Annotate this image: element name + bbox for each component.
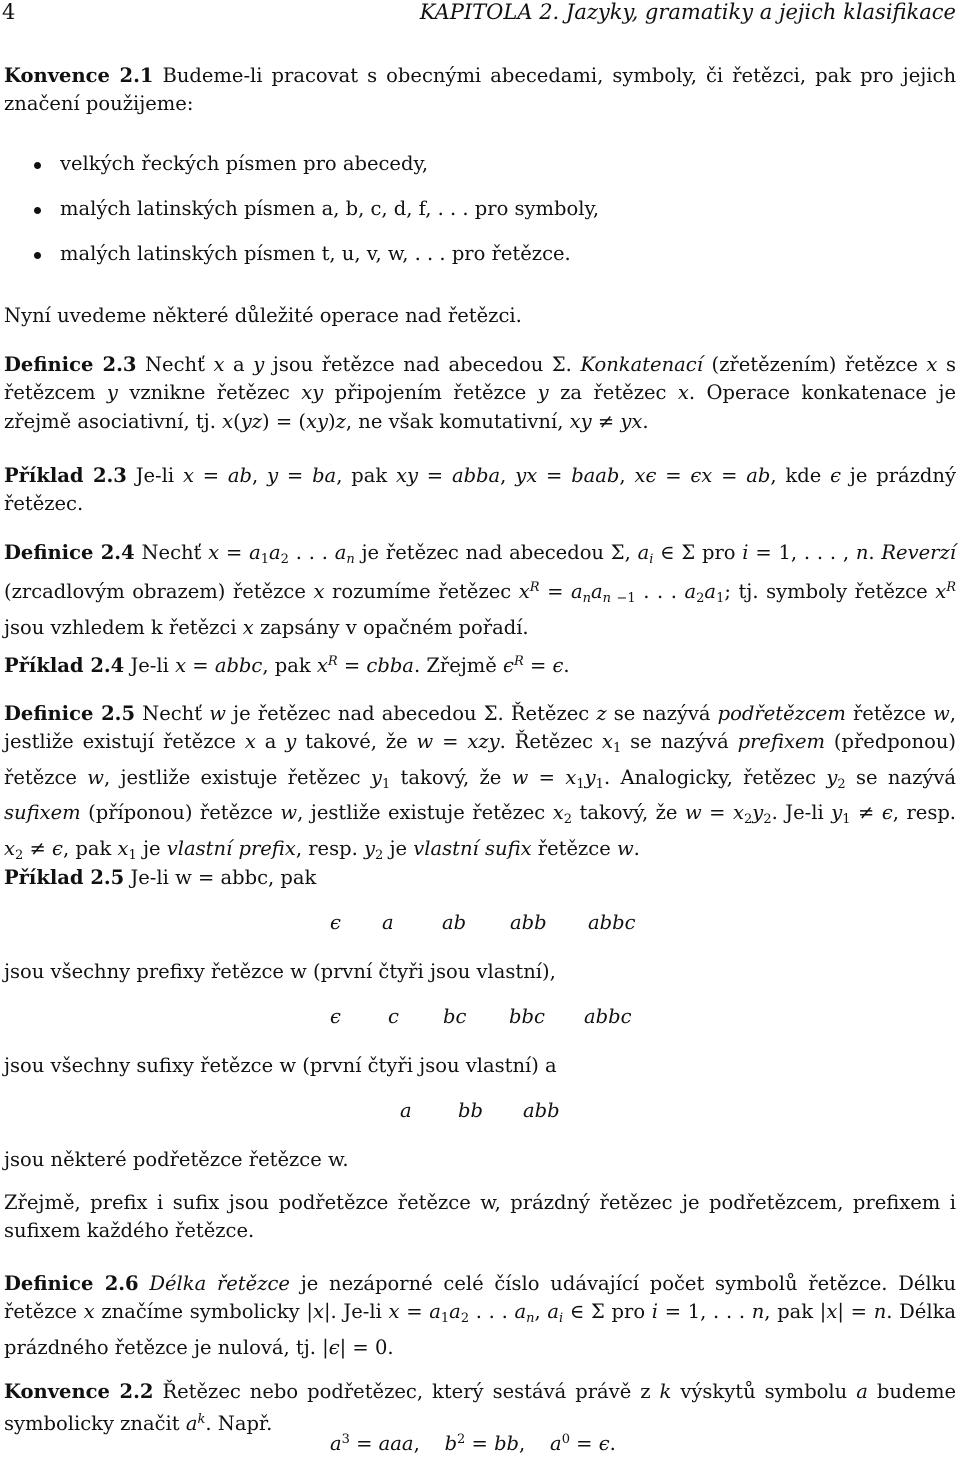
list-item: ϵ bbox=[330, 911, 341, 934]
prefix-text: jsou všechny prefixy řetězce w (první čtyři jsou vlastní), bbox=[4, 960, 556, 983]
list-item: abbc bbox=[588, 911, 636, 934]
definice-2-6-label: Definice 2.6 bbox=[4, 1272, 139, 1295]
bullet-icon bbox=[34, 162, 41, 169]
conclusion-text: Zřejmě, prefix i sufix jsou podřetězce řetězce w, prázdný řetězec je podřetězcem, prefixem i sufixem každého řetězce. bbox=[4, 1191, 956, 1243]
list-item-text: malých latinských písmen t, u, v, w, . . . pro řetězce. bbox=[60, 242, 571, 265]
list-item-text: velkých řeckých písmen pro abecedy, bbox=[60, 152, 429, 175]
list-item: abb bbox=[523, 1099, 560, 1122]
priklad-2-5-label: Příklad 2.5 bbox=[4, 866, 125, 889]
running-header bbox=[0, 0, 956, 34]
definice-2-5-label: Definice 2.5 bbox=[4, 702, 136, 725]
priklad-2-4: Příklad 2.4 Je-li x = abbc, pak $x^R$ = cbba. Zřejmě $\epsilon^R = \epsilon$. bbox=[4, 654, 570, 677]
page-number: 4 bbox=[2, 0, 16, 24]
priklad-2-4-label: Příklad 2.4 bbox=[4, 654, 125, 677]
konvence-2-2: Konvence 2.2 Řetězec nebo podřetězec, který sestává právě z k výskytů symbolu a budeme symbolicky značit $a^k$. Např. bbox=[4, 1380, 956, 1436]
list-item-text: malých latinských písmen a, b, c, d, f, . . . pro symboly, bbox=[60, 197, 600, 220]
list-item: ϵ bbox=[330, 1005, 341, 1028]
list-item: c bbox=[388, 1005, 399, 1028]
definice-2-3: Definice 2.3 Nechť x a y jsou řetězce nad abecedou Σ. Konkatenací (zřetězením) řetězce x s řetězcem y vznikne řetězec xy připojením řetězce y za řetězec x. Operace konkatenace je zřejmě asociativní, tj. x(yz) = (xy)z, ne však komutativní, xy ≠ yx. bbox=[4, 353, 956, 433]
list-item bbox=[34, 150, 599, 195]
priklad-2-3-label: Příklad 2.3 bbox=[4, 464, 127, 487]
priklad-2-3: Příklad 2.3 Je-li x = ab, y = ba, pak xy = abba, yx = baab, xϵ = ϵx = ab, kde ϵ je prázdný řetězec. bbox=[4, 464, 956, 516]
notation-list bbox=[34, 150, 599, 285]
definice-2-6: Definice 2.6 Délka řetězce je nezáporné celé číslo udávající počet symbolů řetězce. Délku řetězce x značíme symbolicky |x|. Je-li $x = a_1a_2$ . . . $a_n$, $a_i$ ∈ Σ pro i = 1, . . . n, pak |x| = n. Délka prázdného řetězce je nulová, tj. |ϵ| = 0. bbox=[4, 1272, 957, 1359]
list-item: abb bbox=[510, 911, 547, 934]
definice-2-5: Definice 2.5 Nechť w je řetězec nad abecedou Σ. Řetězec z se nazývá podřetězcem řetězce w, jestliže existují řetězce x a y takové, že w = xzy. Řetězec $x_1$ se nazývá prefixem (předponou) řetězce w, jestliže existuje řetězec $y_1$ takový, že $w = x_1y_1$. Analogicky, řetězec $y_2$ se nazývá sufixem (příponou) řetězce w, jestliže existuje řetězec $x_2$ takový, že $w = x_2y_2$. Je-li $y_1 \ne \epsilon$, resp. $x_2 \ne \epsilon$, pak $x_1$ je vlastní prefix, resp. $y_2$ je vlastní sufix řetězce w. bbox=[4, 702, 957, 863]
intro-text: Nyní uvedeme některé důležité operace nad řetězci. bbox=[4, 304, 522, 327]
list-item: bb bbox=[458, 1099, 483, 1122]
list-item: ab bbox=[442, 911, 467, 934]
definice-2-3-label: Definice 2.3 bbox=[4, 353, 137, 376]
power-equations: $a^3$ = aaa, $b^2$ = bb, $a^0 = \epsilon$. bbox=[330, 1432, 616, 1455]
list-item bbox=[34, 240, 599, 285]
definice-2-4-label: Definice 2.4 bbox=[4, 541, 135, 564]
running-title: KAPITOLA 2. Jazyky, gramatiky a jejich klasifikace bbox=[419, 0, 956, 24]
list-item: abbc bbox=[584, 1005, 632, 1028]
substring-text: jsou některé podřetězce řetězce w. bbox=[4, 1148, 349, 1171]
list-item: bbc bbox=[509, 1005, 545, 1028]
bullet-icon bbox=[34, 207, 41, 214]
bullet-icon bbox=[34, 252, 41, 259]
suffix-text: jsou všechny sufixy řetězce w (první čtyři jsou vlastní) a bbox=[4, 1054, 557, 1077]
list-item: a bbox=[400, 1099, 412, 1122]
priklad-2-5-lead: Je-li w = abbc, pak bbox=[130, 866, 317, 889]
konvence-2-1 bbox=[4, 62, 956, 119]
list-item bbox=[34, 195, 599, 240]
list-item: a bbox=[382, 911, 394, 934]
priklad-2-5 bbox=[4, 864, 956, 892]
konvence-2-1-label: Konvence 2.1 bbox=[4, 64, 154, 87]
konvence-2-2-label: Konvence 2.2 bbox=[4, 1380, 154, 1403]
definice-2-4: Definice 2.4 Nechť $x = a_1a_2$ . . . $a_n$ je řetězec nad abecedou Σ, $a_i$ ∈ Σ pro i = 1, . . . , n. Reverzí (zrcadlovým obrazem) řetězce x rozumíme řetězec $x^R = a_na_{n -1}$ . . . $a_2a_1$; tj. symboly řetězce $x^R$ jsou vzhledem k řetězci x zapsány v opačném pořadí. bbox=[4, 541, 956, 639]
konvence-2-1-text: Budeme-li pracovat s obecnými abecedami, symboly, či řetězci, pak pro jejich značení použijeme: bbox=[4, 64, 956, 116]
list-item: bc bbox=[443, 1005, 467, 1028]
